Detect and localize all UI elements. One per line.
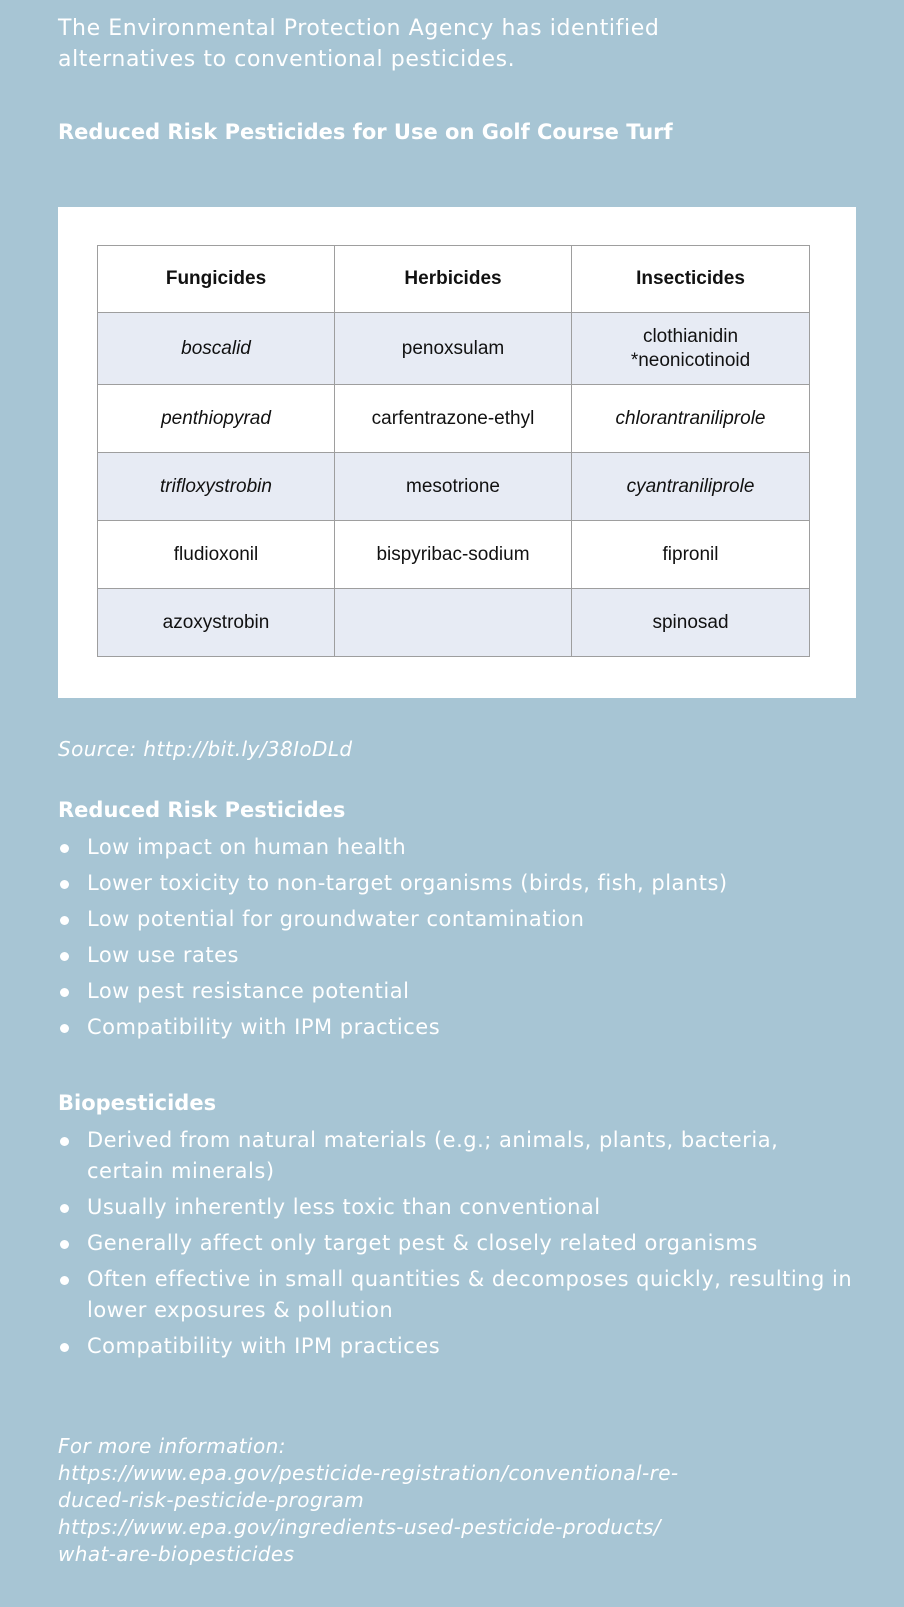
bullet-icon xyxy=(60,916,69,925)
table-row xyxy=(98,521,810,589)
table-cell: carfentrazone-ethyl xyxy=(335,385,572,453)
bullet-icon xyxy=(60,844,69,853)
table-cell xyxy=(335,589,572,657)
bullet-icon xyxy=(60,1276,69,1285)
header-insecticides: Insecticides xyxy=(572,246,810,313)
bullet-icon xyxy=(60,1343,69,1352)
list-item-text: Low impact on human health xyxy=(87,835,407,859)
list-item xyxy=(58,976,858,1007)
more-info-label: For more information: xyxy=(58,1434,286,1458)
list-item-text: Compatibility with IPM practices xyxy=(87,1334,441,1358)
list-item-text: Compatibility with IPM practices xyxy=(87,1015,441,1039)
table-cell: chlorantraniliprole xyxy=(572,385,810,453)
header-fungicides: Fungicides xyxy=(98,246,335,313)
list-item xyxy=(58,1228,858,1259)
bullet-icon xyxy=(60,952,69,961)
epa-biopesticides-link-cont[interactable]: what-are-biopesticides xyxy=(58,1542,295,1566)
table-row xyxy=(98,589,810,657)
more-info xyxy=(58,1433,858,1568)
bullet-icon xyxy=(60,880,69,889)
bullet-icon xyxy=(60,1240,69,1249)
table-cell: spinosad xyxy=(572,589,810,657)
list-item xyxy=(58,1264,858,1326)
reduced-risk-list xyxy=(58,832,858,1048)
table-row xyxy=(98,453,810,521)
cell-note: *neonicotinoid xyxy=(630,349,751,371)
table-cell: fipronil xyxy=(572,521,810,589)
source-citation: Source: http://bit.ly/38IoDLd xyxy=(58,737,353,761)
epa-reduced-risk-link-cont[interactable]: duced-risk-pesticide-program xyxy=(58,1488,365,1512)
biopesticides-list xyxy=(58,1125,858,1367)
epa-biopesticides-link[interactable]: https://www.epa.gov/ingredients-used-pesticide-products/ xyxy=(58,1515,661,1539)
epa-reduced-risk-link[interactable]: https://www.epa.gov/pesticide-registration/conventional-re- xyxy=(58,1461,679,1485)
list-item xyxy=(58,1125,858,1187)
list-item-text: Low use rates xyxy=(87,943,239,967)
list-item-text: Usually inherently less toxic than conventional xyxy=(87,1195,601,1219)
list-item xyxy=(58,904,858,935)
table-cell: penthiopyrad xyxy=(98,385,335,453)
table-cell: azoxystrobin xyxy=(98,589,335,657)
bullet-icon xyxy=(60,988,69,997)
table-cell: cyantraniliprole xyxy=(572,453,810,521)
list-item-text: Often effective in small quantities & decomposes quickly, resulting in lower exposures & pollution xyxy=(87,1267,853,1322)
cell-line: clothianidin xyxy=(642,325,739,347)
intro-line-1: The Environmental Protection Agency has identified xyxy=(58,16,660,41)
list-item-text: Lower toxicity to non-target organisms (birds, fish, plants) xyxy=(87,871,728,895)
table-cell: fludioxonil xyxy=(98,521,335,589)
table-cell xyxy=(572,313,810,385)
list-item xyxy=(58,1331,858,1362)
table-row xyxy=(98,313,810,385)
bullet-icon xyxy=(60,1137,69,1146)
pesticide-table-card xyxy=(58,207,856,698)
list-item xyxy=(58,1012,858,1043)
bullet-icon xyxy=(60,1024,69,1033)
list-item xyxy=(58,868,858,899)
list-item xyxy=(58,1192,858,1223)
list-item-text: Derived from natural materials (e.g.; animals, plants, bacteria, certain minerals) xyxy=(87,1128,779,1183)
table-cell: bispyribac-sodium xyxy=(335,521,572,589)
intro-line-2: alternatives to conventional pesticides. xyxy=(58,47,516,72)
table-cell: penoxsulam xyxy=(335,313,572,385)
list-item xyxy=(58,832,858,863)
table-row xyxy=(98,385,810,453)
reduced-risk-heading: Reduced Risk Pesticides xyxy=(58,798,346,822)
list-item-text: Low potential for groundwater contamination xyxy=(87,907,585,931)
intro-text xyxy=(58,13,858,75)
table-cell: mesotrione xyxy=(335,453,572,521)
list-item xyxy=(58,940,858,971)
list-item-text: Generally affect only target pest & closely related organisms xyxy=(87,1231,758,1255)
table-cell: trifloxystrobin xyxy=(98,453,335,521)
biopesticides-heading: Biopesticides xyxy=(58,1091,217,1115)
bullet-icon xyxy=(60,1204,69,1213)
list-item-text: Low pest resistance potential xyxy=(87,979,410,1003)
table-title: Reduced Risk Pesticides for Use on Golf Course Turf xyxy=(58,120,673,144)
table-cell: boscalid xyxy=(98,313,335,385)
header-herbicides: Herbicides xyxy=(335,246,572,313)
pesticide-table xyxy=(97,245,810,657)
